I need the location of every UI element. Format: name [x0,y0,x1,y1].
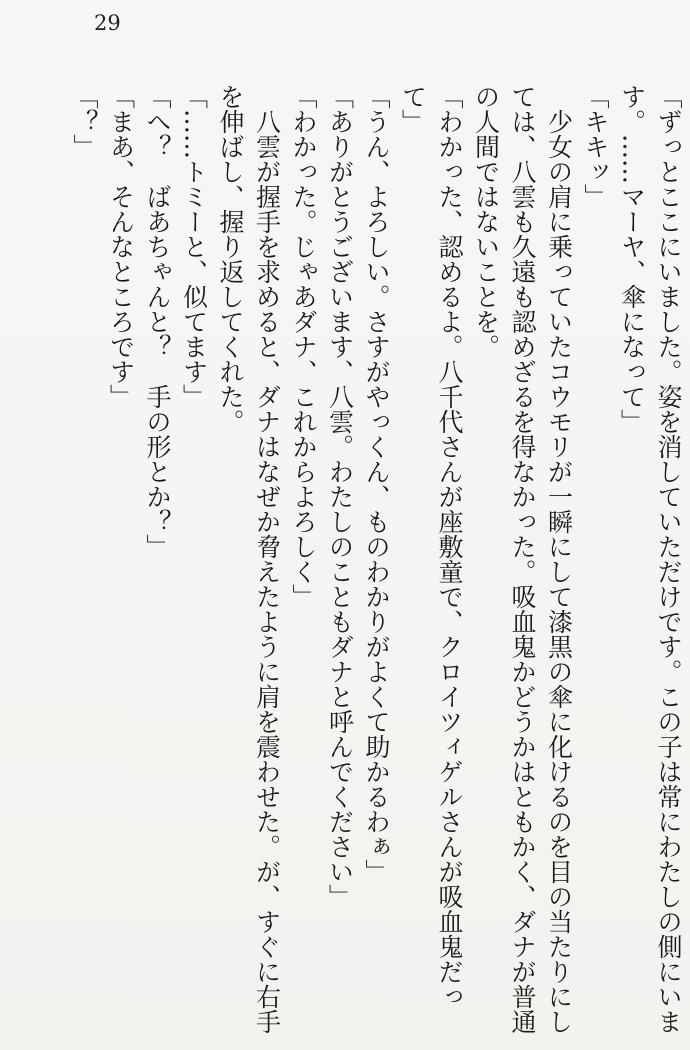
paragraph-dialogue-yoroshiku: 「わかった。じゃあダナ、これからよろしく」 [289,84,318,609]
paragraph-dialogue-maya: 「ずっとここにいました。姿を消していただけです。この子は常にわたしの側にいます。……マーヤ、傘になって」 [617,84,683,1034]
paragraph-bat-cry: 「キキッ」 [581,84,610,209]
page-number: 29 [94,11,121,35]
paragraph-dialogue-call-me-dana: 「ありがとうございます、八雲。わたしのこともダナと呼んでください」 [325,84,355,909]
paragraph-narration-handshake: 八雲が握手を求めると、ダナはなぜか脅えたように肩を震わせた。が、すぐに右手を伸ばし、握り返してくれた。 [216,84,282,1034]
body-text [66,84,687,1042]
paragraph-dialogue-praise: 「うん、よろしい。さすがやっくん、ものわかりがよくて助かるわぁ」 [362,84,391,884]
paragraph-dialogue-yakumo-admits: 「わかった、認めるよ。八千代さんが座敷童で、クロイツィゲルさんが吸血鬼だって」 [398,84,464,1009]
paragraph-dialogue-grandma: 「へ？ ばあちゃんと？ 手の形とか？」 [143,84,172,559]
paragraph-dialogue-something-like-that: 「まあ、そんなところです」 [106,84,136,409]
paragraph-narration-bat-umbrella: 少女の肩に乗っていたコウモリが一瞬にして漆黒の傘に化けるのを目の当たりにしては、八雲も久遠も認めざるを得なかった。吸血鬼かどうかはともかく、ダナが普通の人間ではないことを。 [471,84,574,1034]
paragraph-dialogue-question-mark: 「？」 [70,84,99,159]
paragraph-dialogue-tommy: 「……トミーと、似てます」 [179,84,209,409]
